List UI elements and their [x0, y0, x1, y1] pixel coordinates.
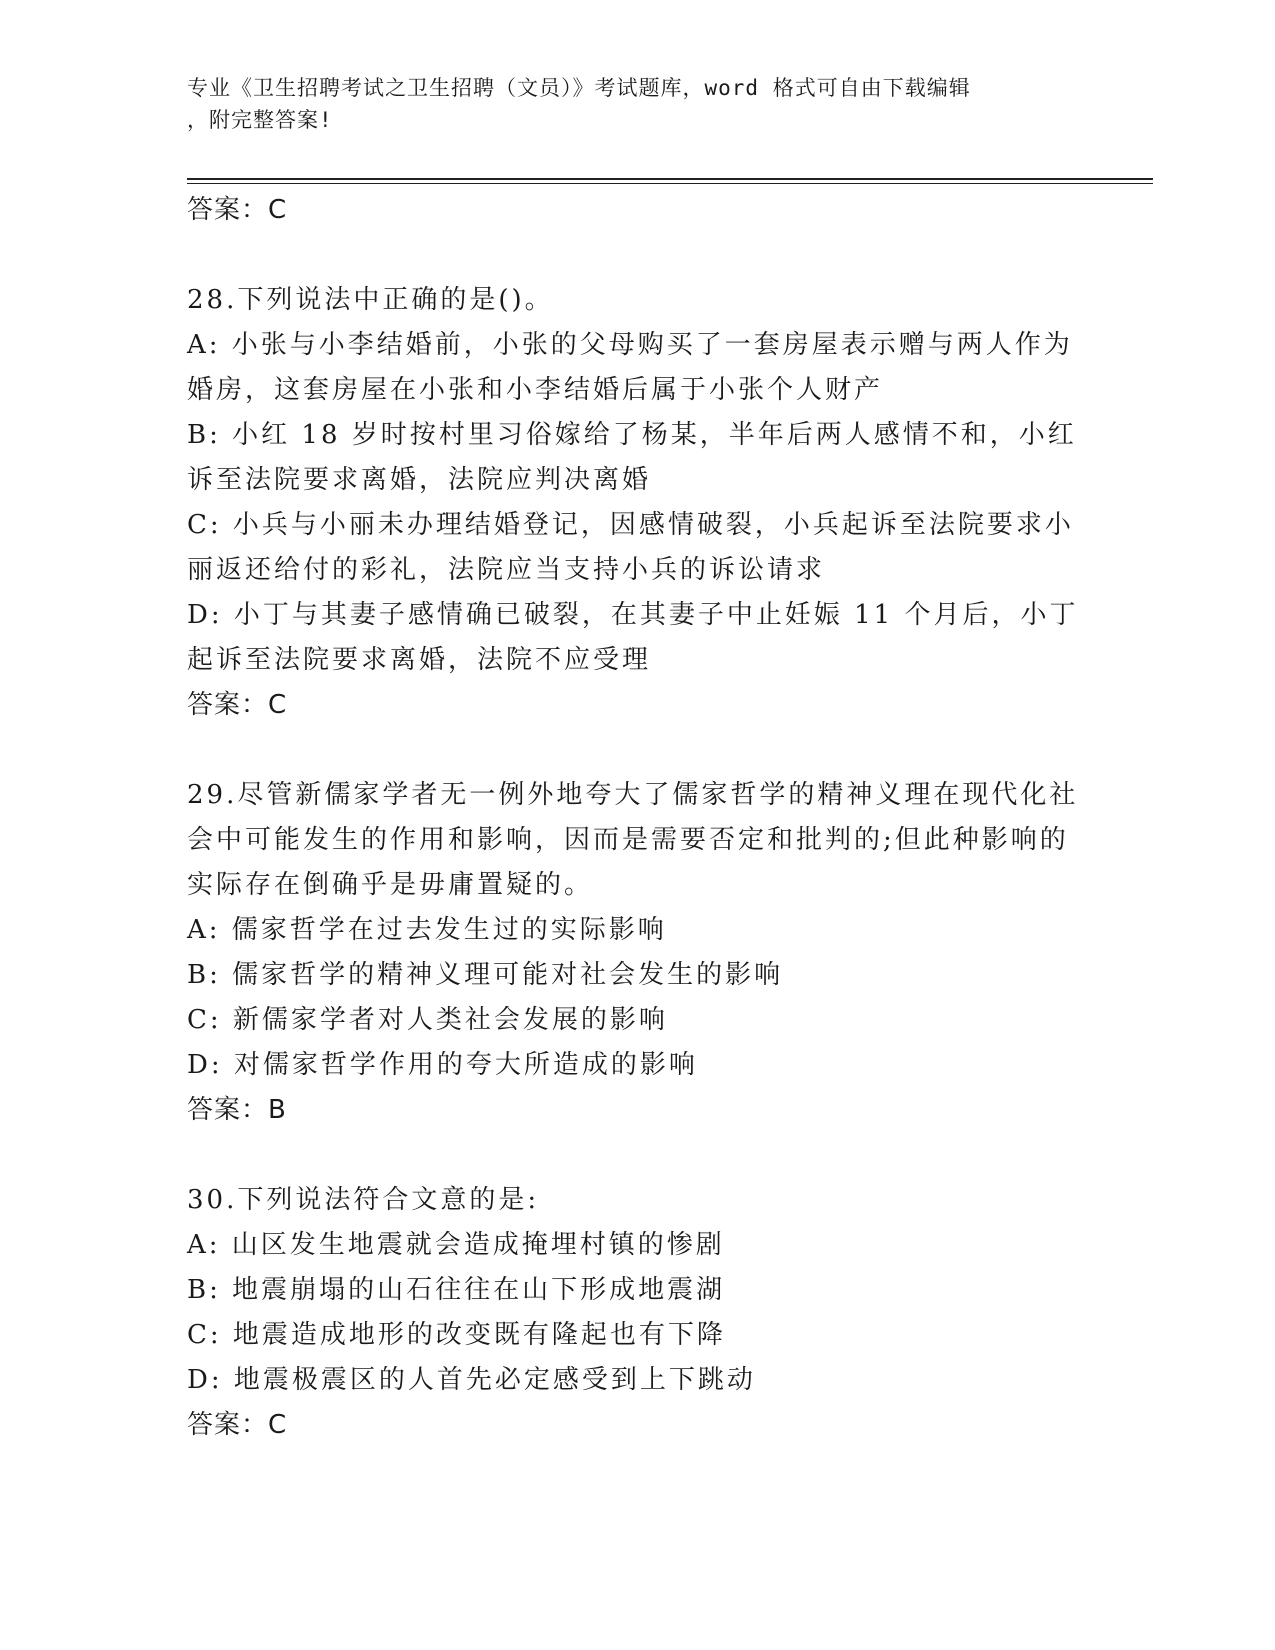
header-rule-thin: [187, 183, 1153, 184]
spacer: [187, 232, 1087, 278]
question-stem: 28.下列说法中正确的是()。: [187, 285, 554, 315]
previous-answer: 答案：C: [187, 195, 288, 225]
option-b-cont: 诉至法院要求离婚，法院应判决离婚: [187, 465, 652, 495]
option-a: A: 儒家哲学在过去发生过的实际影响: [187, 915, 667, 945]
option-a: A: 小张与小李结婚前，小张的父母购买了一套房屋表示赠与两人作为: [187, 330, 1073, 360]
question-stem: 30.下列说法符合文意的是:: [187, 1185, 540, 1215]
question-29: [187, 773, 1087, 1132]
spacer: [187, 727, 1087, 773]
option-c: C: 地震造成地形的改变既有隆起也有下降: [187, 1320, 726, 1350]
header-line-1: 专业《卫生招聘考试之卫生招聘（文员）》考试题库，word 格式可自由下载编辑: [187, 76, 971, 100]
option-b: B: 小红 18 岁时按村里习俗嫁给了杨某，半年后两人感情不和，小红: [187, 420, 1077, 450]
option-a-cont: 婚房，这套房屋在小张和小李结婚后属于小张个人财产: [187, 375, 884, 405]
spacer: [187, 1132, 1087, 1178]
question-stem-cont: 实际存在倒确乎是毋庸置疑的。: [187, 870, 594, 900]
option-d-cont: 起诉至法院要求离婚，法院不应受理: [187, 645, 652, 675]
option-d: D: 小丁与其妻子感情确已破裂，在其妻子中止妊娠 11 个月后，小丁: [187, 600, 1079, 630]
question-stem-cont: 会中可能发生的作用和影响，因而是需要否定和批判的;但此种影响的: [187, 825, 1069, 855]
page-header: [187, 72, 1087, 136]
option-c-cont: 丽返还给付的彩礼，法院应当支持小兵的诉讼请求: [187, 555, 826, 585]
answer: 答案：B: [187, 1095, 287, 1125]
option-d: D: 地震极震区的人首先必定感受到上下跳动: [187, 1365, 756, 1395]
header-line-2: ，附完整答案!: [187, 108, 333, 132]
option-d: D: 对儒家哲学作用的夸大所造成的影响: [187, 1050, 698, 1080]
option-c: C: 小兵与小丽未办理结婚登记，因感情破裂，小兵起诉至法院要求小: [187, 510, 1074, 540]
document-body: [187, 188, 1087, 1447]
question-30: [187, 1178, 1087, 1447]
option-b: B: 儒家哲学的精神义理可能对社会发生的影响: [187, 960, 784, 990]
answer: 答案：C: [187, 1410, 288, 1440]
option-b: B: 地震崩塌的山石往往在山下形成地震湖: [187, 1275, 726, 1305]
option-c: C: 新儒家学者对人类社会发展的影响: [187, 1005, 668, 1035]
header-rule-thick: [187, 178, 1153, 180]
answer: 答案：C: [187, 690, 288, 720]
question-stem: 29.尽管新儒家学者无一例外地夸大了儒家哲学的精神义理在现代化社: [187, 780, 1079, 810]
question-28: [187, 278, 1087, 727]
option-a: A: 山区发生地震就会造成掩埋村镇的惨剧: [187, 1230, 725, 1260]
